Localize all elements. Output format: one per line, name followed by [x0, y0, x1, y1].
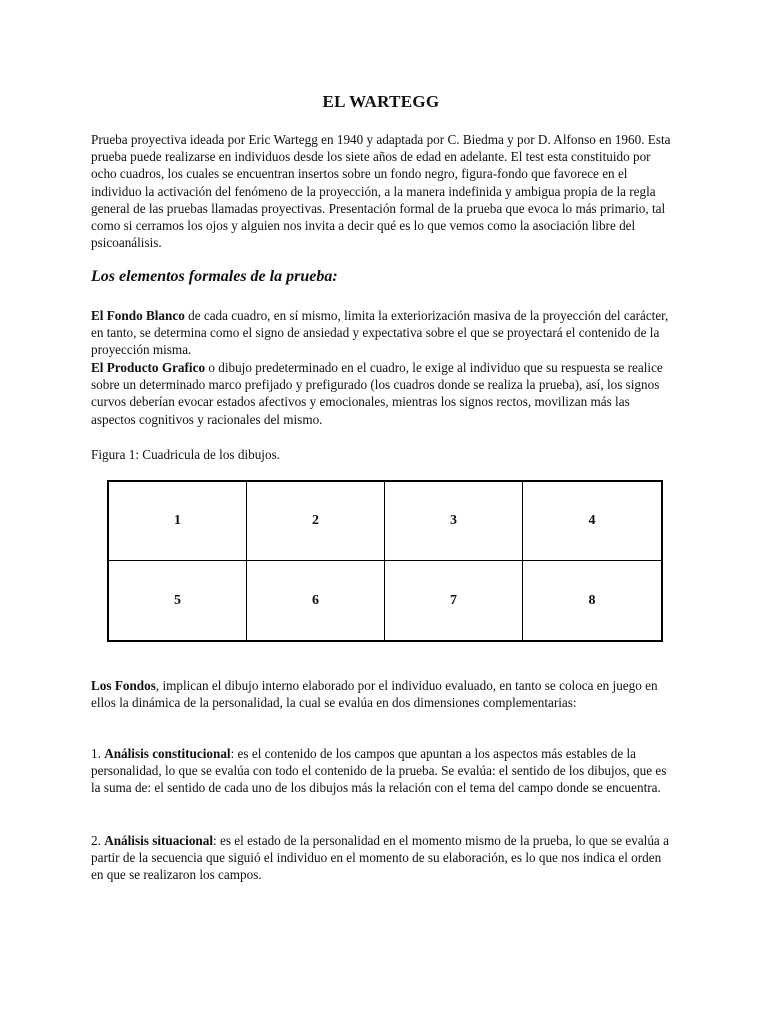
- producto-grafico-paragraph: [91, 359, 673, 428]
- grid-cell-3: 3: [385, 482, 523, 561]
- grid-cell-7: 7: [385, 561, 523, 640]
- grid-cell-4: 4: [523, 482, 661, 561]
- grid-cell-6: 6: [247, 561, 385, 640]
- fondo-blanco-text: de cada cuadro, en sí mismo, limita la exteriorización masiva de la proyección del carácter, en tanto, se determina como el signo de ansiedad y expectativa sobre el que se proyectará el contenido de la proyección misma.: [91, 308, 669, 358]
- grid-cell-5: 5: [109, 561, 247, 640]
- page-title: EL WARTEGG: [322, 92, 440, 111]
- producto-grafico-term: El Producto Grafico: [91, 360, 206, 375]
- analisis-constitucional-paragraph: [91, 745, 673, 797]
- grid-cell-2: 2: [247, 482, 385, 561]
- fondo-blanco-paragraph: [91, 307, 673, 359]
- analisis-situacional-num: 2.: [91, 833, 105, 848]
- fondo-blanco-term: El Fondo Blanco: [91, 308, 185, 323]
- analisis-situacional-paragraph: [91, 832, 673, 884]
- analisis-situacional-text: : es el estado de la personalidad en el momento mismo de la prueba, lo que se evalúa a partir de la secuencia que siguió el individuo en el momento de su elaboración, es lo que nos indica el orden en que se realizaron los campos.: [91, 833, 669, 883]
- analisis-constitucional-num: 1.: [91, 746, 105, 761]
- analisis-situacional-term: Análisis situacional: [104, 833, 214, 848]
- los-fondos-text: , implican el dibujo interno elaborado por el individuo evaluado, en tanto se coloca en juego en ellos la dinámica de la personalidad, la cual se evalúa en dos dimensiones complementarias:: [91, 678, 658, 711]
- producto-grafico-text: o dibujo predeterminado en el cuadro, le exige al individuo que su respuesta se realice sobre un determinado marco prefijado y prefigurado (los cuadros donde se realiza la prueba), así, los signos curvos deberían evocar estados afectivos y emocionales, mientras los signos rectos, movilizan más las aspectos cognitivos y racionales del mismo.: [91, 360, 663, 427]
- analisis-constitucional-term: Análisis constitucional: [104, 746, 231, 761]
- drawing-grid-table: [107, 480, 663, 642]
- intro-paragraph: Prueba proyectiva ideada por Eric Wartegg en 1940 y adaptada por C. Biedma y por D. Alfonso en 1960. Esta prueba puede realizarse en individuos desde los siete años de edad en adelante. El test esta constituido por ocho cuadros, los cuales se encuentran insertos sobre un fondo negro, figura-fondo que favorece en el individuo la activación del fenómeno de la proyección, a la manera indefinida y ambigua propia de la regla general de las pruebas llamadas proyectivas. Presentación formal de la prueba que evoca lo más primario, tal como si cerramos los ojos y alguien nos invita a decir qué es lo que vemos como la asociación libre del psicoanálisis.: [91, 132, 671, 251]
- analisis-constitucional-text: : es el contenido de los campos que apuntan a los aspectos más estables de la personalidad, lo que se evalúa con todo el contenido de la prueba. Se evalúa: el sentido de los dibujos, que es la suma de: el sentido de cada uno de los dibujos más la relación con el tema del campo donde se encuentra.: [91, 746, 667, 796]
- los-fondos-term: Los Fondos: [91, 678, 156, 693]
- grid-cell-8: 8: [588, 592, 596, 608]
- figure-caption: Figura 1: Cuadricula de los dibujos.: [91, 447, 280, 462]
- section-heading: Los elementos formales de la prueba:: [91, 268, 338, 285]
- los-fondos-paragraph: [91, 677, 673, 711]
- grid-cell-1: 1: [109, 482, 247, 561]
